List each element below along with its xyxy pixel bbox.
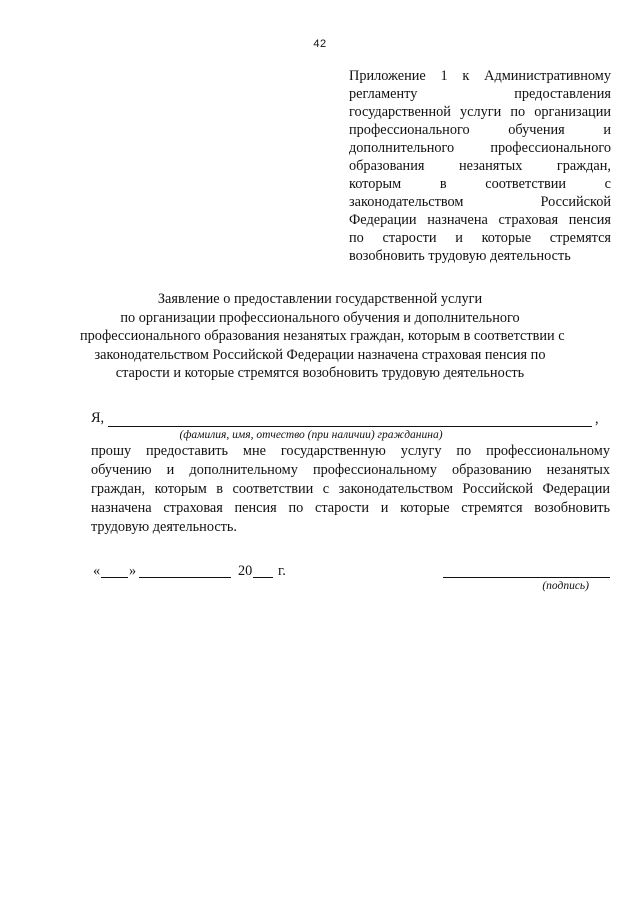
request-line: граждан, которым в соответствии с законодательством Российской Федерации (91, 481, 610, 497)
appendix-line: государственной услуги по организации (349, 104, 611, 120)
appendix-line: регламенту предоставления (349, 86, 611, 102)
date-year-prefix: 20 (238, 563, 253, 579)
applicant-prefix: Я, (91, 410, 105, 426)
applicant-name-field[interactable] (108, 426, 592, 427)
request-line: трудовую деятельность. (91, 519, 238, 535)
date-open-quote: « (93, 563, 101, 579)
applicant-row (91, 410, 611, 430)
appendix-block (349, 67, 611, 265)
appendix-line: дополнительного профессионального (349, 140, 611, 156)
signature-hint: (подпись) (542, 580, 589, 592)
request-line: обучению и дополнительному профессиональному образованию незанятых (91, 462, 610, 478)
date-year-field[interactable] (253, 577, 273, 578)
date-close-quote: » (129, 563, 137, 579)
appendix-line: которым в соответствии с (349, 176, 611, 192)
date-row (93, 563, 313, 583)
title-line: профессионального образования незанятых граждан, которым в соответствии с (80, 328, 565, 344)
document-title (80, 290, 565, 383)
request-paragraph (91, 442, 610, 537)
appendix-line: законодательством Российской (349, 194, 611, 210)
title-line: Заявление о предоставлении государственной услуги (157, 291, 483, 307)
title-line: старости и которые стремятся возобновить трудовую деятельность (115, 365, 525, 381)
applicant-name-hint: (фамилия, имя, отчество (при наличии) гражданина) (179, 429, 443, 441)
signature-field[interactable] (443, 577, 610, 578)
appendix-line: Федерации назначена страховая пенсия (349, 212, 611, 228)
title-line: по организации профессионального обучения и дополнительного (120, 309, 520, 326)
appendix-line: возобновить трудовую деятельность (349, 248, 571, 264)
date-year-suffix: г. (278, 563, 286, 579)
appendix-line: образования незанятых граждан, (349, 158, 611, 174)
title-line: законодательством Российской Федерации назначена страховая пенсия по (94, 346, 546, 363)
request-line: назначена страховая пенсия по старости и которые стремятся возобновить (91, 500, 610, 516)
request-line: прошу предоставить мне государственную услугу по профессиональному (91, 443, 610, 459)
appendix-line: профессионального обучения и (349, 122, 611, 138)
date-day-field[interactable] (101, 577, 128, 578)
appendix-line: по старости и которые стремятся (349, 230, 611, 246)
applicant-comma: , (595, 411, 599, 427)
date-month-field[interactable] (139, 577, 231, 578)
appendix-line: Приложение 1 к Административному (349, 68, 611, 84)
page-number: 42 (313, 38, 327, 50)
